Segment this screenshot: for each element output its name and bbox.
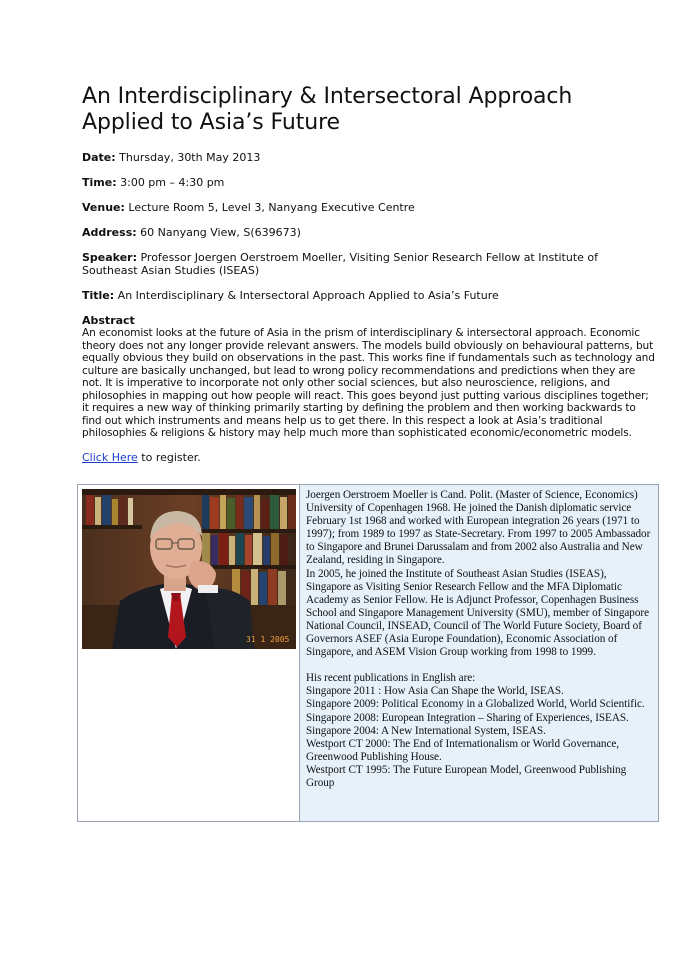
time-label: Time: bbox=[82, 176, 117, 189]
page-title: An Interdisciplinary & Intersectoral Approach Applied to Asia’s Future bbox=[82, 84, 573, 135]
talk-title-field bbox=[82, 289, 657, 302]
address-label: Address: bbox=[82, 226, 137, 239]
address-field bbox=[82, 226, 657, 239]
speaker-field bbox=[82, 251, 657, 277]
bio-paragraph-2: In 2005, he joined the Institute of Southeast Asian Studies (ISEAS), Singapore as Visiting Senior Research Fellow and the MFA Diplomatic Academy as Senior Fellow. He is Adjunct Professor, Copenhagen Business School and Singapore Management University (SMU), member of Singapore National Council, INSEAD, Council of The World Future Society, Board of Governors ASEF (Asia Europe Foundation), Economic Association of Singapore, and ASEM Vision Group working from 1998 to 1999. bbox=[306, 567, 649, 659]
photo-date-stamp: 31 1 2005 bbox=[246, 635, 290, 644]
address-value: 60 Nanyang View, S(639673) bbox=[140, 226, 301, 239]
venue-value: Lecture Room 5, Level 3, Nanyang Executive Centre bbox=[128, 201, 415, 214]
speaker-value: Professor Joergen Oerstroem Moeller, Visiting Senior Research Fellow at Institute of Southeast Asian Studies (ISEAS) bbox=[82, 251, 599, 277]
publication-item: Westport CT 1995: The Future European Model, Greenwood Publishing Group bbox=[306, 763, 627, 789]
publication-item: Westport CT 2000: The End of Internationalism or World Governance, Greenwood Publishing House. bbox=[306, 737, 620, 763]
photo-cell bbox=[78, 485, 300, 821]
speaker-bio-table bbox=[77, 484, 659, 822]
speaker-portrait-image bbox=[82, 489, 296, 649]
speaker-photo bbox=[82, 489, 296, 649]
publication-item: Singapore 2008: European Integration – Sharing of Experiences, ISEAS. bbox=[306, 711, 629, 724]
publications-list bbox=[306, 685, 652, 790]
bio-paragraph-1: Joergen Oerstroem Moeller is Cand. Polit. (Master of Science, Economics) University of Copenhagen 1968. He joined the Danish diplomatic service February 1st 1968 and worked with European integration 26 years (1971 to 1997); from 1989 to 1997 as State-Secretary. From 1997 to 2005 Ambassador to Singapore and Brunei Darussalam and from 2002 also Australia and New Zealand, residing in Singapore. bbox=[306, 489, 651, 567]
abstract-body: An economist looks at the future of Asia in the prism of interdisciplinary & intersectoral approach. Economic theory does not any longer provide relevant answers. The models build obviously on behavioural patterns, but equally obvious they build on observations in the past. This works fine if fundamentals such as technology and culture are basically unchanged, but lead to wrong policy recommendations and predictions when they are not. It is imperative to incorporate not only other social sciences, but also neuroscience, religions, and philosophies in mapping out how people will react. This goes beyond just putting various disciplines together; it requires a new way of thinking primarily starting by defining the problem and then working backwards to find out which instruments and means help us to get there. In this respect a look at Asia’s traditional philosophies & religions & history may help much more than sophisticated economic/econometric models. bbox=[82, 327, 655, 439]
publications-heading: His recent publications in English are: bbox=[306, 672, 476, 685]
talk-title-label: Title: bbox=[82, 289, 115, 302]
publication-item: Singapore 2011 : How Asia Can Shape the World, ISEAS. bbox=[306, 685, 564, 698]
time-value: 3:00 pm – 4:30 pm bbox=[120, 176, 225, 189]
bio-text-cell bbox=[300, 485, 658, 821]
event-notice bbox=[82, 84, 657, 464]
venue-label: Venue: bbox=[82, 201, 125, 214]
talk-title-value: An Interdisciplinary & Intersectoral Approach Applied to Asia’s Future bbox=[117, 289, 499, 302]
date-value: Thursday, 30th May 2013 bbox=[119, 151, 261, 164]
register-link[interactable]: Click Here bbox=[82, 450, 138, 464]
time-field bbox=[82, 176, 657, 189]
register-text: to register. bbox=[137, 450, 201, 464]
publication-item: Singapore 2009: Political Economy in a Globalized World, World Scientific. bbox=[306, 698, 645, 711]
abstract-heading: Abstract bbox=[82, 314, 135, 327]
venue-field bbox=[82, 201, 657, 214]
speaker-label: Speaker: bbox=[82, 251, 137, 264]
register-line bbox=[82, 451, 657, 464]
publication-item: Singapore 2004: A New International System, ISEAS. bbox=[306, 724, 546, 737]
date-field bbox=[82, 151, 657, 164]
date-label: Date: bbox=[82, 151, 116, 164]
